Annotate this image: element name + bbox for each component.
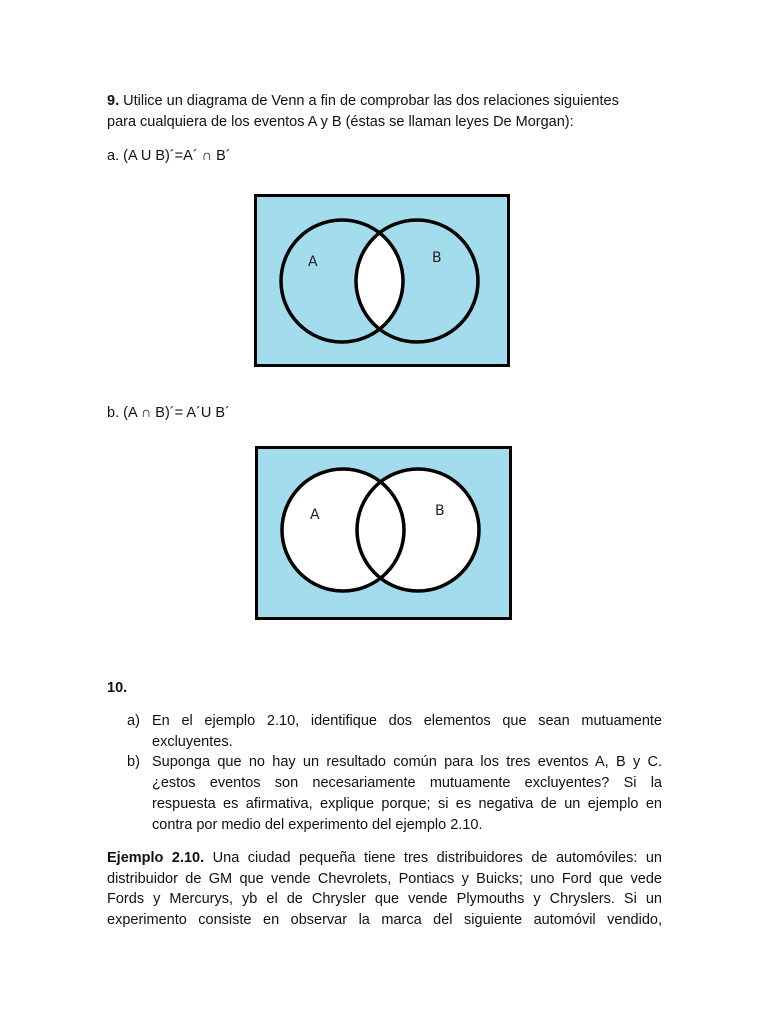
venn-diagram-b xyxy=(255,446,513,622)
venn-b-label-a: A xyxy=(310,507,320,523)
problem-9-text-line2: para cualquiera de los eventos A y B (éstas se llaman leyes De Morgan): xyxy=(107,113,574,130)
part-b-formula: b. (A ∩ B)´= A´U B´ xyxy=(107,405,230,421)
problem-9-statement xyxy=(107,91,662,132)
item-a-line1: En el ejemplo 2.10, identifique dos elementos que sean mutuamente xyxy=(152,713,662,729)
venn-b-label-b: B xyxy=(435,503,445,519)
problem-9-number: 9. xyxy=(107,93,120,109)
item-b-line3: respuesta es afirmativa, explique porque; si es negativa de un ejemplo en xyxy=(152,796,662,812)
problem-9-text-line1: Utilice un diagrama de Venn a fin de comprobar las dos relaciones siguientes xyxy=(123,93,619,109)
list-marker-a: a) xyxy=(127,713,140,729)
problem-10-number: 10. xyxy=(107,680,128,696)
example-line1 xyxy=(107,848,662,869)
example-2-10-paragraph xyxy=(107,848,662,930)
example-line1-text: Una ciudad pequeña tiene tres distribuidores de automóviles: un xyxy=(212,850,662,866)
item-b-line4: contra por medio del experimento del ejemplo 2.10. xyxy=(152,817,483,833)
example-line3: Fords y Mercurys, yb el de Chrysler que vende Plymouths y Chryslers. Si un xyxy=(107,891,662,907)
venn-a-label-a: A xyxy=(308,254,318,270)
example-line2: distribuidor de GM que vende Chevrolets, Pontiacs y Buicks; uno Ford que vede xyxy=(107,870,662,887)
list-marker-b: b) xyxy=(127,754,140,770)
item-a-line2: excluyentes. xyxy=(152,734,233,750)
list-item-a xyxy=(127,711,662,753)
example-title: Ejemplo 2.10. xyxy=(107,850,205,866)
example-line4: experimento consiste en observar la marca del siguiente automóvil vendido, xyxy=(107,911,662,928)
venn-diagram-a xyxy=(254,194,512,370)
item-b-line2: ¿estos eventos son necesariamente mutuamente excluyentes? Si la xyxy=(152,775,662,791)
venn-a-label-b: B xyxy=(432,250,442,266)
list-item-b xyxy=(127,752,662,836)
part-a-formula: a. (A U B)´=A´ ∩ B´ xyxy=(107,148,231,164)
item-b-line1: Suponga que no hay un resultado común para los tres eventos A, B y C. xyxy=(152,754,662,770)
